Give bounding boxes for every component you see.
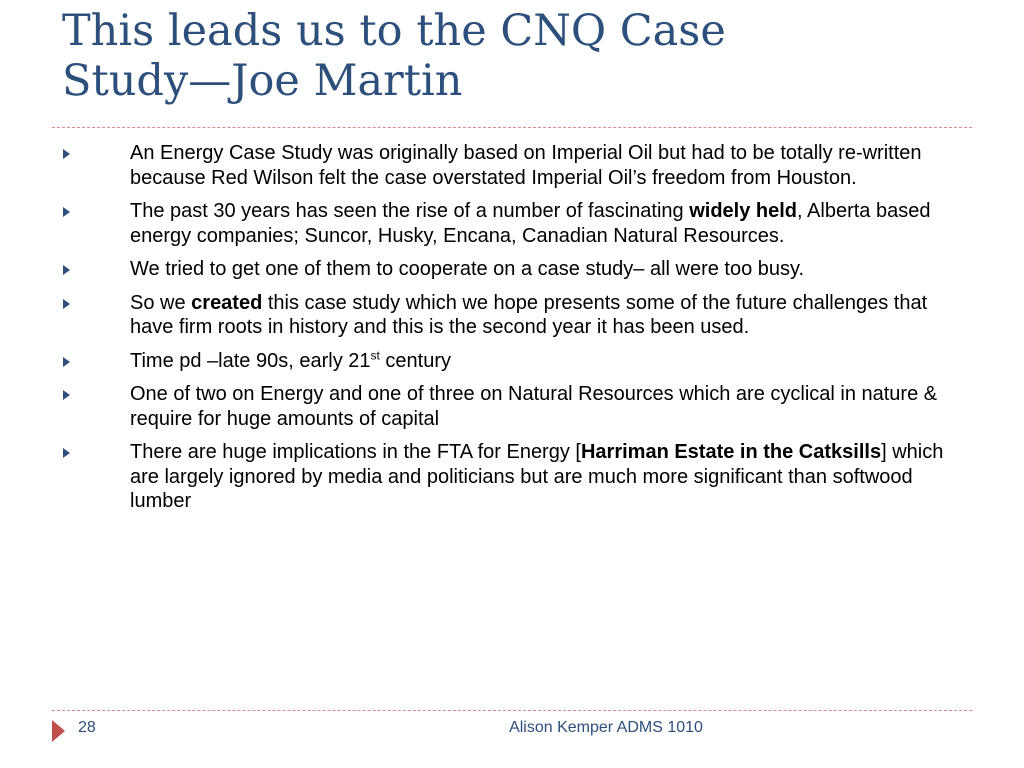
bullet-text: So we <box>130 291 192 314</box>
bullet-text: An Energy Case Study was originally based on Imperial Oil but had to be totally re-written because Red Wilson felt the case overstated Imperial Oil’s freedom from Houston. <box>130 142 922 189</box>
bullet-item <box>62 141 962 190</box>
bullet-text: , Alberta based energy companies; Suncor, Husky, Encana, Canadian Natural Resources. <box>130 200 931 247</box>
bullet-item <box>62 257 962 282</box>
bullet-arrow-icon <box>63 357 70 367</box>
bullet-emphasis: Harriman Estate in the Catksills <box>580 441 882 463</box>
bullet-arrow-icon <box>63 448 70 458</box>
footer-arrow-icon <box>52 720 65 742</box>
bullet-text: One of two on Energy and one of three on Natural Resources which are cyclical in nature & require for huge amounts of capital <box>130 383 938 430</box>
bullet-emphasis: widely held <box>689 200 798 222</box>
slide-title-line-1: This leads us to the CNQ Case <box>62 6 726 56</box>
bullet-item <box>62 382 962 431</box>
bullet-text: The past 30 years has seen the rise of a number of fascinating <box>130 200 690 222</box>
bullet-arrow-icon <box>63 390 70 400</box>
bullet-arrow-icon <box>63 207 70 217</box>
bullet-text: ] which are largely ignored by media and politicians but are much more significant than softwood lumber <box>130 441 944 512</box>
bullet-arrow-icon <box>63 149 70 159</box>
bullet-emphasis: created <box>191 291 263 314</box>
bullet-arrow-icon <box>63 265 70 275</box>
bullet-list <box>62 141 962 523</box>
slide-title-line-2: Study—Joe Martin <box>62 56 463 106</box>
footer-divider <box>52 710 972 711</box>
footer-text: Alison Kemper ADMS 1010 <box>509 719 703 736</box>
bullet-superscript: st <box>370 347 380 362</box>
slide-title <box>62 6 1002 106</box>
title-divider <box>52 127 972 128</box>
bullet-text: We tried to get one of them to cooperate on a case study– all were too busy. <box>130 258 805 280</box>
bullet-text: There are huge implications in the FTA for Energy [ <box>130 441 581 463</box>
page-number: 28 <box>78 719 96 736</box>
bullet-item <box>62 199 962 248</box>
bullet-item <box>62 291 962 340</box>
bullet-item <box>62 440 962 514</box>
bullet-text: Time pd –late 90s, early 21 <box>130 349 371 372</box>
bullet-arrow-icon <box>63 299 70 309</box>
bullet-text: century <box>379 349 451 372</box>
bullet-text: this case study which we hope presents some of the future challenges that have firm roots in history and this is the second year it has been used. <box>130 291 928 338</box>
bullet-item <box>62 349 962 374</box>
